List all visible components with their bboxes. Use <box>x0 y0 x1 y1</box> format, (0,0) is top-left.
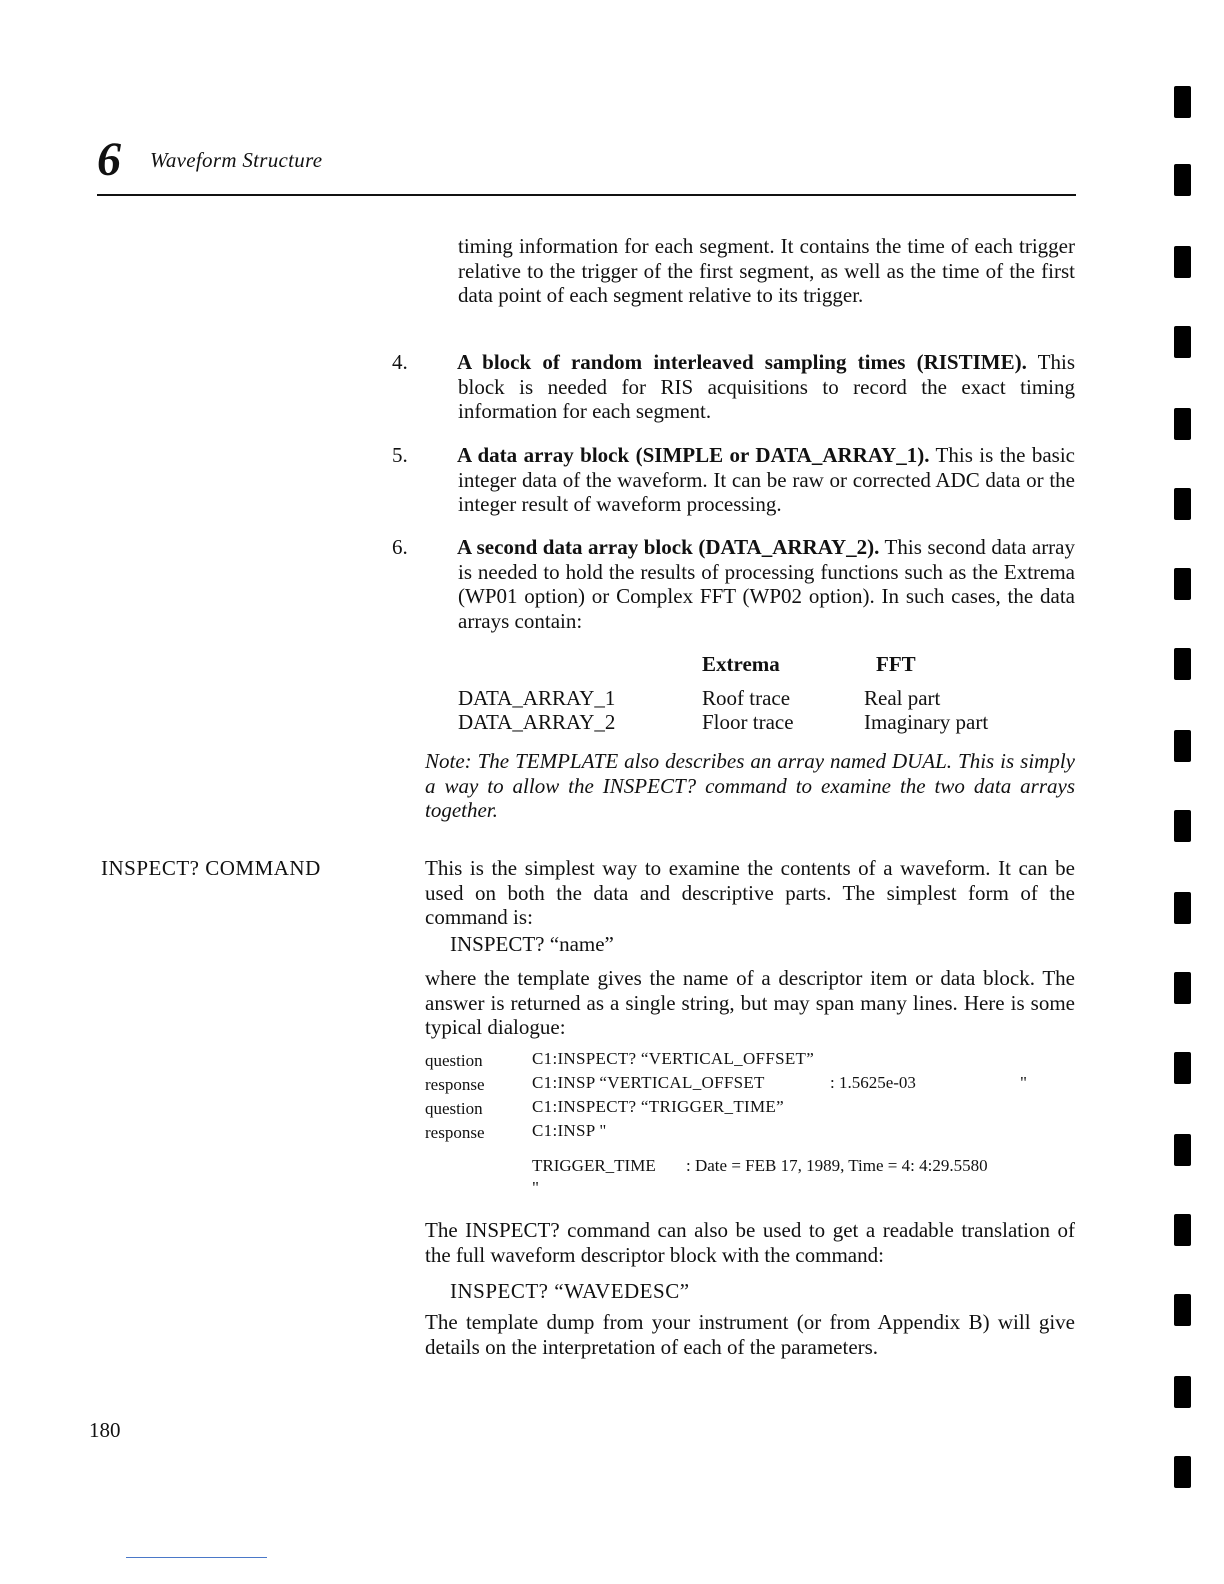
dialogue-label: question <box>425 1099 483 1118</box>
list-item-text: This second data array is needed to hold the results of processing functions such as the Extrema (WP01 option) or Complex FFT (WP02 option). In such cases, the data arrays contain: <box>458 535 1075 633</box>
dialogue-label: question <box>425 1051 483 1070</box>
page-number: 180 <box>89 1418 121 1442</box>
dialogue-value: : Date = FEB 17, 1989, Time = 4: 4:29.5580 <box>686 1156 988 1175</box>
section-paragraph: The INSPECT? command can also be used to get a readable translation of the full waveform descriptor block with the command: <box>425 1218 1075 1267</box>
list-item-number: 6. <box>392 535 408 559</box>
edge-marker <box>1174 648 1191 680</box>
list-item-bold: A second data array block (DATA_ARRAY_2). <box>457 535 880 559</box>
section-paragraph: This is the simplest way to examine the contents of a waveform. It can be used on both the data and descriptive parts. The simplest form of the command is: <box>425 856 1075 929</box>
list-item-number: 4. <box>392 350 408 374</box>
edge-marker <box>1174 1214 1191 1246</box>
list-item <box>392 350 1075 424</box>
edge-marker <box>1174 1134 1191 1166</box>
intro-paragraph: timing information for each segment. It contains the time of each trigger relative to the trigger of the first segment, as well as the time of the first data point of each segment relative to its trigger. <box>458 234 1075 307</box>
edge-marker <box>1174 246 1191 278</box>
dialogue-label: response <box>425 1075 485 1094</box>
edge-marker <box>1174 892 1191 924</box>
dialogue-text: C1:INSP “VERTICAL_OFFSET <box>532 1073 765 1092</box>
edge-marker <box>1174 1376 1191 1408</box>
table-cell: Floor trace <box>702 710 794 734</box>
edge-marker <box>1174 810 1191 842</box>
edge-marker <box>1174 488 1191 520</box>
dialogue-quote: " <box>1020 1073 1027 1092</box>
table-header-fft: FFT <box>876 652 916 676</box>
edge-marker <box>1174 1052 1191 1084</box>
dialogue-value: : 1.5625e-03 <box>830 1073 916 1092</box>
edge-marker <box>1174 1294 1191 1326</box>
chapter-number: 6 <box>97 133 121 186</box>
table-cell: DATA_ARRAY_2 <box>458 710 616 734</box>
list-item-number: 5. <box>392 443 408 467</box>
edge-marker <box>1174 568 1191 600</box>
command-example: INSPECT? “name” <box>450 932 614 956</box>
section-heading: INSPECT? COMMAND <box>101 856 321 880</box>
dialogue-text: C1:INSP " <box>532 1121 607 1140</box>
dialogue-text: C1:INSPECT? “VERTICAL_OFFSET” <box>532 1049 815 1068</box>
list-item <box>392 443 1076 517</box>
section-paragraph: where the template gives the name of a descriptor item or data block. The answer is returned as a single string, but may span many lines. Here is some typical dialogue: <box>425 966 1075 1039</box>
command-example: INSPECT? “WAVEDESC” <box>450 1279 690 1303</box>
dialogue-label: response <box>425 1123 485 1142</box>
edge-marker <box>1174 164 1191 196</box>
header-rule <box>97 194 1076 196</box>
list-item-bold: A data array block (SIMPLE or DATA_ARRAY_1). <box>457 443 930 467</box>
table-cell: DATA_ARRAY_1 <box>458 686 616 710</box>
dialogue-quote: " <box>532 1178 539 1197</box>
note-paragraph: Note: The TEMPLATE also describes an array named DUAL. This is simply a way to allow the INSPECT? command to examine the two data arrays together. <box>425 749 1075 822</box>
list-item <box>392 535 1075 633</box>
table-cell: Roof trace <box>702 686 791 710</box>
table-cell: Imaginary part <box>864 710 989 734</box>
list-item-bold: A block of random interleaved sampling times (RISTIME). <box>457 350 1027 374</box>
table-header-extrema: Extrema <box>702 652 780 676</box>
list-item-text: This is the basic integer data of the waveform. It can be raw or corrected ADC data or the integer result of waveform processing. <box>458 443 1076 516</box>
edge-marker <box>1174 972 1191 1004</box>
edge-marker <box>1174 86 1191 118</box>
list-item-text: This block is needed for RIS acquisitions to record the exact timing information for each segment. <box>458 350 1075 423</box>
edge-marker <box>1174 730 1191 762</box>
section-paragraph: The template dump from your instrument (or from Appendix B) will give details on the interpretation of each of the parameters. <box>425 1310 1075 1359</box>
edge-marker <box>1174 1456 1191 1488</box>
dialogue-text: TRIGGER_TIME <box>532 1156 656 1175</box>
footer-rule <box>126 1557 267 1558</box>
chapter-title: Waveform Structure <box>150 148 323 172</box>
dialogue-text: C1:INSPECT? “TRIGGER_TIME” <box>532 1097 784 1116</box>
edge-marker <box>1174 326 1191 358</box>
edge-marker <box>1174 408 1191 440</box>
table-cell: Real part <box>864 686 941 710</box>
